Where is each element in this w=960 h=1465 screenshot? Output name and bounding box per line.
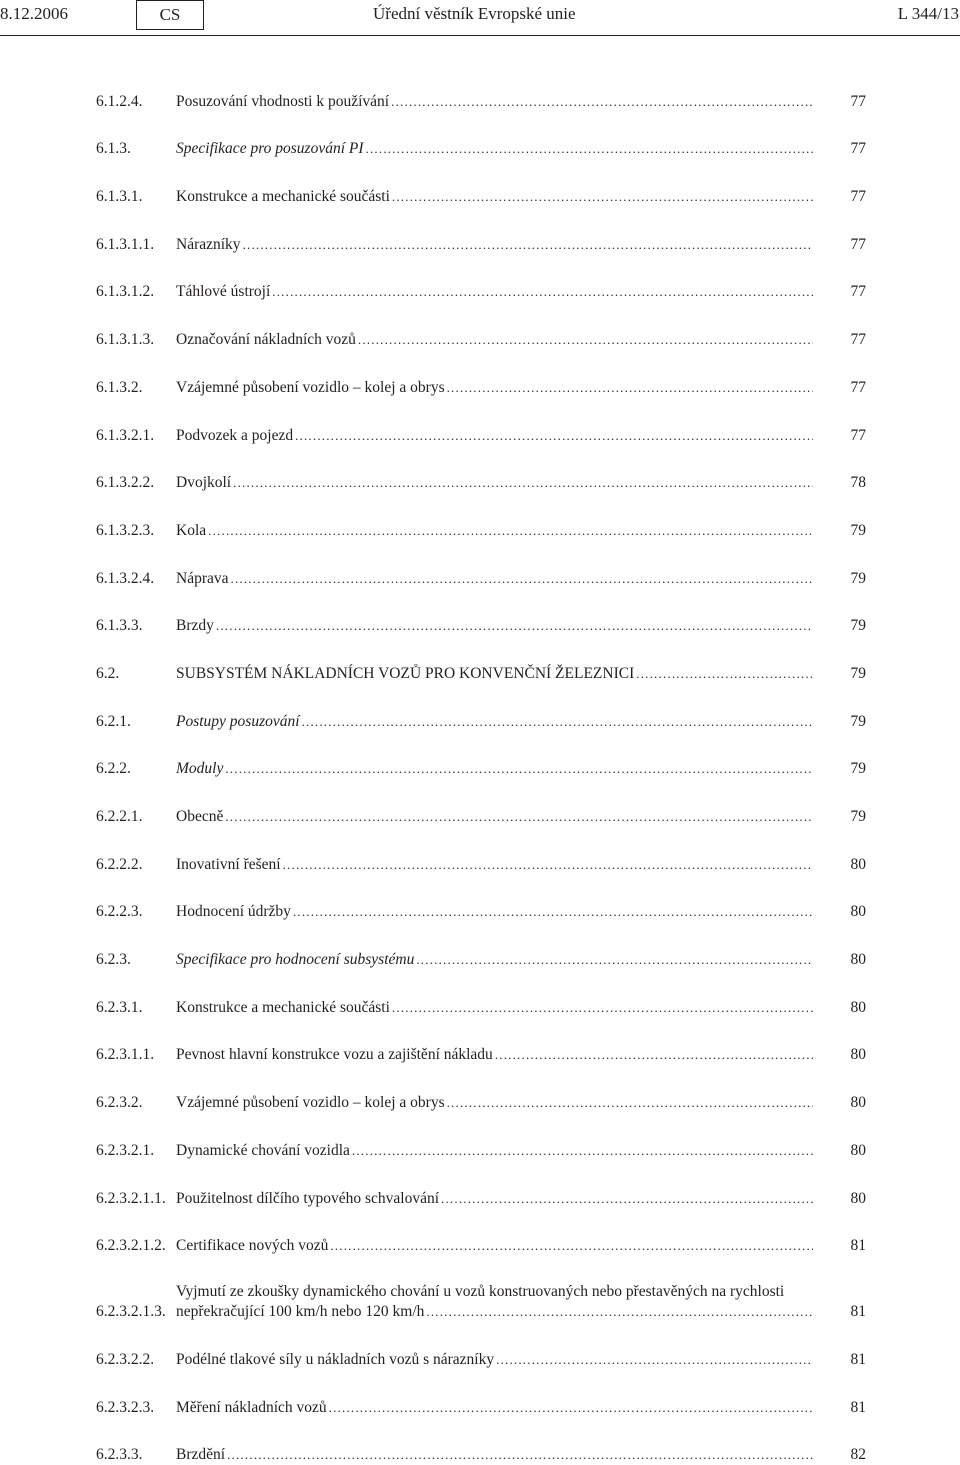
toc-entry-line	[176, 187, 813, 207]
toc-entry	[96, 1065, 866, 1113]
toc-entry-body	[176, 1236, 813, 1256]
toc-entry-line	[176, 998, 813, 1018]
toc-entry-number: 6.2.3.	[96, 951, 131, 969]
dot-leader	[636, 664, 813, 684]
toc-entry	[96, 159, 866, 207]
toc-entry	[96, 255, 866, 303]
toc-entry	[96, 64, 866, 112]
dot-leader	[243, 235, 813, 255]
toc-entry-body	[176, 1141, 813, 1161]
toc-entry-title: Podélné tlakové síly u nákladních vozů s nárazníky	[176, 1350, 495, 1368]
toc-entry-line	[176, 330, 813, 350]
toc-entry	[96, 827, 866, 875]
dot-leader	[392, 998, 813, 1018]
dot-leader	[496, 1350, 813, 1370]
toc-entry-line	[176, 473, 813, 493]
toc-entry-number: 6.2.1.	[96, 712, 131, 730]
toc-entry-title: nepřekračující 100 km/h nebo 120 km/h	[176, 1303, 425, 1321]
dot-leader	[329, 1398, 813, 1418]
toc-entry-title: Nárazníky	[176, 235, 241, 253]
toc-entry-page: 81	[850, 1350, 866, 1368]
toc-entry-body	[176, 1045, 813, 1065]
toc-entry-number: 6.2.3.2.1.2.	[96, 1237, 166, 1255]
toc-entry-body	[176, 998, 813, 1018]
toc-entry-page: 77	[850, 331, 866, 349]
toc-entry-line	[176, 855, 813, 875]
toc-entry-page: 80	[850, 903, 866, 921]
toc-entry-title: Specifikace pro posuzování PI	[176, 140, 364, 158]
toc-entry-line	[176, 1350, 813, 1370]
dot-leader	[358, 330, 813, 350]
toc-entry	[96, 1322, 866, 1370]
toc-entry-number: 6.2.3.1.	[96, 998, 143, 1016]
toc-entry-title: Vzájemné působení vozidlo – kolej a obrys	[176, 1094, 445, 1112]
toc-entry	[96, 1209, 866, 1257]
toc-entry-body	[176, 426, 813, 446]
toc-entry	[96, 1018, 866, 1066]
toc-entry-number: 6.1.3.1.1.	[96, 235, 155, 253]
toc-entry-title: Brzdy	[176, 617, 214, 635]
toc-entry-number: 6.2.2.3.	[96, 903, 143, 921]
toc-entry	[96, 541, 866, 589]
toc-entry-page: 79	[850, 569, 866, 587]
dot-leader	[330, 1236, 813, 1256]
dot-leader	[295, 426, 813, 446]
toc-entry-page: 77	[850, 92, 866, 110]
toc-entry-page: 80	[850, 1094, 866, 1112]
toc-entry-body	[176, 1093, 813, 1113]
toc-entry-line	[176, 235, 813, 255]
toc-entry-page: 80	[850, 1141, 866, 1159]
toc-entry-line	[176, 1236, 813, 1256]
dot-leader	[392, 187, 813, 207]
dot-leader	[227, 1445, 813, 1465]
toc-entry	[96, 589, 866, 637]
toc-entry-body	[176, 664, 813, 684]
toc-entry-line	[176, 1141, 813, 1161]
toc-entry	[96, 922, 866, 970]
toc-entry-title: Konstrukce a mechanické součásti	[176, 188, 390, 206]
dot-leader	[233, 473, 813, 493]
toc-entry	[96, 1161, 866, 1209]
toc-entry-title: Brzdění	[176, 1446, 226, 1464]
toc-entry-number: 6.2.3.2.	[96, 1094, 143, 1112]
toc-entry-body	[176, 473, 813, 493]
page-number: L 344/13	[897, 4, 959, 23]
toc-entry	[96, 875, 866, 923]
toc-entry-number: 6.2.	[96, 664, 120, 682]
toc-entry-number: 6.1.3.1.3.	[96, 331, 155, 349]
toc-entry-line	[176, 282, 813, 302]
dot-leader	[391, 92, 813, 112]
dot-leader	[283, 855, 813, 875]
toc-entry-title: Certifikace nových vozů	[176, 1237, 329, 1255]
toc-entry-title: Vzájemné působení vozidlo – kolej a obrys	[176, 378, 445, 396]
toc-entry-page: 79	[850, 521, 866, 539]
toc-entry-page: 79	[850, 664, 866, 682]
journal-title: Úřední věstník Evropské unie	[373, 4, 576, 23]
toc-entry-title: Kola	[176, 521, 207, 539]
toc-entry-page: 77	[850, 426, 866, 444]
toc-entry-number: 6.2.3.1.1.	[96, 1046, 155, 1064]
toc-entry-line	[176, 616, 813, 636]
toc-entry-title: Podvozek a pojezd	[176, 426, 294, 444]
toc-entry-line	[176, 902, 813, 922]
dot-leader	[447, 378, 813, 398]
table-of-contents	[96, 64, 866, 1465]
toc-entry-body	[176, 1398, 813, 1418]
dot-leader	[447, 1093, 813, 1113]
toc-entry-line	[176, 1189, 813, 1209]
toc-entry-number: 6.1.2.4.	[96, 92, 143, 110]
toc-entry-number: 6.2.3.2.1.1.	[96, 1189, 166, 1207]
dot-leader	[272, 282, 813, 302]
toc-entry-line	[176, 712, 813, 732]
toc-entry-title: Postupy posuzování	[176, 712, 300, 730]
toc-entry-title: Obecně	[176, 808, 224, 825]
toc-entry	[96, 1256, 866, 1322]
toc-entry-page: 77	[850, 283, 866, 301]
toc-entry	[96, 779, 866, 827]
toc-entry-number: 6.1.3.1.	[96, 188, 143, 206]
toc-entry-body	[176, 855, 813, 875]
toc-entry-body	[176, 616, 813, 636]
toc-entry-body	[176, 521, 813, 541]
dot-leader	[293, 902, 813, 922]
toc-entry-line	[176, 378, 813, 398]
toc-entry	[96, 398, 866, 446]
toc-entry-title: Náprava	[176, 569, 229, 587]
toc-entry-number: 6.1.3.2.1.	[96, 426, 155, 444]
toc-entry-body	[176, 330, 813, 350]
toc-entry-body	[176, 1445, 813, 1465]
toc-entry-body	[176, 569, 813, 589]
toc-entry	[96, 1370, 866, 1418]
toc-entry	[96, 970, 866, 1018]
toc-entry-number: 6.2.2.	[96, 760, 131, 778]
dot-leader	[302, 712, 813, 732]
toc-entry-line	[176, 1302, 813, 1322]
toc-entry-body	[176, 282, 813, 302]
toc-entry-title: Použitelnost dílčího typového schvalování	[176, 1189, 440, 1207]
toc-entry-title: Měření nákladních vozů	[176, 1398, 327, 1416]
language-badge: CS	[136, 0, 204, 30]
toc-entry-line	[176, 1093, 813, 1113]
toc-entry-title: Posuzování vhodnosti k používání	[176, 92, 390, 110]
toc-entry-page: 80	[850, 951, 866, 969]
toc-entry-title: Konstrukce a mechanické součásti	[176, 998, 390, 1016]
dot-leader	[208, 521, 813, 541]
toc-entry-title: Dvojkolí	[176, 474, 232, 492]
toc-entry-page: 80	[850, 855, 866, 873]
publication-date: 8.12.2006	[0, 4, 68, 23]
toc-entry-body	[176, 1282, 813, 1322]
toc-entry-page: 80	[850, 998, 866, 1016]
dot-leader	[416, 950, 813, 970]
toc-entry	[96, 732, 866, 780]
toc-entry-page: 79	[850, 808, 866, 825]
toc-entry-number: 6.1.3.2.4.	[96, 569, 155, 587]
header-rule	[0, 35, 960, 36]
toc-entry-number: 6.2.3.2.1.	[96, 1141, 155, 1159]
toc-entry-number: 6.2.3.2.2.	[96, 1350, 155, 1368]
toc-entry-body	[176, 712, 813, 732]
toc-entry-number: 6.2.3.2.3.	[96, 1398, 155, 1416]
toc-entry-page: 77	[850, 188, 866, 206]
toc-entry-page: 77	[850, 235, 866, 253]
toc-entry-title: Inovativní řešení	[176, 855, 281, 873]
toc-entry-body	[176, 92, 813, 112]
toc-entry-line	[176, 92, 813, 112]
toc-entry-body	[176, 139, 813, 159]
toc-entry-body	[176, 950, 813, 970]
toc-entry	[96, 302, 866, 350]
toc-entry-page: 79	[850, 760, 866, 778]
toc-entry-number: 6.1.3.3.	[96, 617, 143, 635]
dot-leader	[225, 759, 813, 779]
toc-entry	[96, 636, 866, 684]
toc-entry-line	[176, 521, 813, 541]
dot-leader	[366, 139, 813, 159]
toc-entry-line	[176, 1045, 813, 1065]
toc-entry-page: 81	[850, 1398, 866, 1416]
toc-entry-page: 81	[850, 1237, 866, 1255]
toc-entry-page: 77	[850, 140, 866, 158]
toc-entry-number: 6.1.3.1.2.	[96, 283, 155, 301]
toc-entry-title: Pevnost hlavní konstrukce vozu a zajištění nákladu	[176, 1046, 493, 1064]
toc-entry	[96, 684, 866, 732]
toc-entry-body	[176, 1350, 813, 1370]
toc-entry-title: Specifikace pro hodnocení subsystému	[176, 951, 415, 969]
toc-entry-title: SUBSYSTÉM NÁKLADNÍCH VOZŮ PRO KONVENČNÍ ŽELEZNICI	[176, 664, 635, 682]
toc-entry	[96, 350, 866, 398]
toc-entry-page: 79	[850, 617, 866, 635]
toc-entry-body	[176, 807, 813, 827]
page-header	[0, 0, 960, 36]
dot-leader	[441, 1189, 813, 1209]
toc-entry	[96, 1113, 866, 1161]
toc-entry-title: Hodnocení údržby	[176, 903, 291, 921]
toc-entry-page: 82	[850, 1446, 866, 1464]
dot-leader	[231, 569, 814, 589]
toc-entry	[96, 1418, 866, 1465]
toc-entry-line	[176, 664, 813, 684]
dot-leader	[495, 1045, 813, 1065]
toc-entry-number: 6.1.3.2.	[96, 378, 143, 396]
toc-entry-number: 6.2.2.1.	[96, 808, 143, 825]
dot-leader	[426, 1302, 813, 1322]
toc-entry	[96, 112, 866, 160]
toc-entry-line	[176, 1445, 813, 1465]
dot-leader	[216, 616, 813, 636]
toc-entry	[96, 493, 866, 541]
toc-entry-page: 79	[850, 712, 866, 730]
toc-entry-number: 6.1.3.	[96, 140, 131, 158]
toc-entry-page: 77	[850, 378, 866, 396]
toc-entry-body	[176, 902, 813, 922]
toc-entry	[96, 207, 866, 255]
toc-entry-page: 78	[850, 474, 866, 492]
dot-leader	[352, 1141, 813, 1161]
toc-entry-number: 6.1.3.2.2.	[96, 474, 155, 492]
toc-entry-page: 81	[850, 1303, 866, 1321]
toc-entry-body	[176, 378, 813, 398]
toc-entry-page: 80	[850, 1189, 866, 1207]
toc-entry-line	[176, 1398, 813, 1418]
toc-entry-title: Dynamické chování vozidla	[176, 1141, 350, 1159]
toc-entry-body	[176, 759, 813, 779]
toc-entry-number: 6.2.3.2.1.3.	[96, 1303, 166, 1321]
toc-entry-line	[176, 569, 813, 589]
dot-leader	[225, 807, 813, 827]
toc-entry-body	[176, 1189, 813, 1209]
toc-entry-line	[176, 139, 813, 159]
toc-entry-title: Označování nákladních vozů	[176, 331, 356, 349]
toc-entry-line	[176, 950, 813, 970]
toc-entry-line	[176, 426, 813, 446]
toc-entry-line	[176, 807, 813, 827]
toc-entry	[96, 446, 866, 494]
toc-entry-number: 6.2.3.3.	[96, 1446, 143, 1464]
toc-entry-body	[176, 235, 813, 255]
toc-entry-number: 6.2.2.2.	[96, 855, 143, 873]
toc-entry-title-line1: Vyjmutí ze zkoušky dynamického chování u vozů konstruovaných nebo přestavěných na rychlosti	[176, 1283, 785, 1301]
toc-entry-line	[176, 759, 813, 779]
toc-entry-title: Táhlové ústrojí	[176, 283, 271, 301]
toc-entry-body	[176, 187, 813, 207]
toc-entry-title: Moduly	[176, 760, 224, 778]
toc-entry-number: 6.1.3.2.3.	[96, 521, 155, 539]
toc-entry-page: 80	[850, 1046, 866, 1064]
